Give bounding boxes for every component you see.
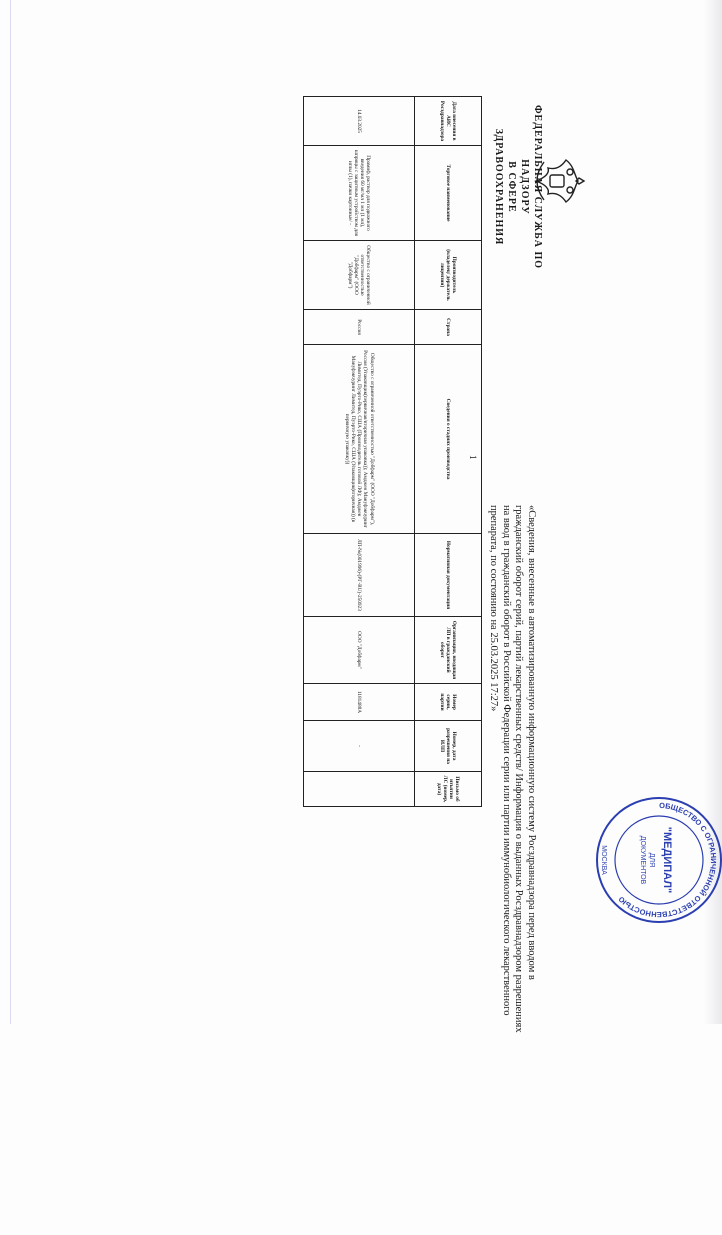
cell-normative-doc: ЛП-№(001996)-(РГ-RU)-250923 — [304, 534, 415, 617]
cell-permit: - — [304, 721, 415, 772]
cell-organization: ООО "Добфарм" — [304, 617, 415, 684]
table-header-row — [415, 97, 482, 807]
title-line-1: «Сведения, внесенные в автоматизированную информационную систему Росздравнадзора перед вводом в — [526, 505, 537, 980]
stamp-center-name: "МЕДИПАЛ" — [661, 826, 673, 894]
cell-withdrawal — [304, 772, 415, 807]
col-header-organization: Организация, вводящая ЛП в гражданский оборот — [415, 617, 482, 684]
col-header-trade-name: Торговое наименование — [415, 146, 482, 241]
col-header-permit: Номер, дата разрешения на ИЛП — [415, 721, 482, 772]
table-row — [304, 97, 415, 807]
cell-stages: Общество с ограниченной ответственностью "Добфарм" (ООО "Добфарм"), Россия (Упаковщик(первичная/вторичная упаковка)); Амджен Мануфэкчуринг Лимитед, Пуэрто-Рико, США (Производитель готовой ЛФ); Амджен Мануфэкчуринг Лимитед, Пуэрто-Рико, США (Упаковщик(вторичная)) (в первичную упаковку)) — [304, 345, 415, 534]
title-line-3: на ввод в гражданский оборот в Российской Федерации серии или партии иммунобиологического лекарственного — [501, 505, 512, 1016]
stamp-center-sub-1: ДЛЯ — [648, 852, 655, 868]
cell-batch: 1181488A — [304, 684, 415, 721]
title-line-2: гражданский оборот серий, партий лекарственных средств/ Информация о выданных Росздравнадзором разрешениях — [513, 505, 525, 1033]
col-header-date: Дата внесения в АИС Росздравнадзора — [415, 97, 482, 146]
cell-trade-name: Прамиф, раствор для подкожного введения 60 мг/мл 1 мл (1 мл), шприцы с защитным устройством для иглы (1), пачки картонные/ - — [304, 146, 415, 241]
stamp-ring-text: ОБЩЕСТВО С ОГРАНИЧЕННОЙ ОТВЕТСТВЕННОСТЬЮ — [616, 800, 719, 920]
col-header-country: Страна — [415, 310, 482, 345]
agency-line-1: ФЕДЕРАЛЬНАЯ СЛУЖБА ПО НАДЗОРУ — [519, 104, 543, 270]
col-header-stages: Сведения о стадиях производства — [415, 345, 482, 534]
agency-line-2: В СФЕРЕ ЗДРАВООХРАНЕНИЯ — [493, 128, 517, 246]
col-header-manufacturer: Производитель (владелец/ держатель лицензии) — [415, 241, 482, 310]
cell-country: Россия — [304, 310, 415, 345]
page-mark: 1 — [468, 455, 478, 460]
company-stamp — [594, 795, 722, 925]
cell-manufacturer: Общество с ограниченной ответственностью "Добфарм" (ООО "Добфарм") — [304, 241, 415, 310]
col-header-batch: Номер серии, партии — [415, 684, 482, 721]
stamp-city: МОСКВА — [600, 845, 607, 875]
title-line-4: препарата, по состоянию на 25.03.2025 17:27» — [488, 505, 500, 712]
agency-name — [492, 102, 544, 272]
registry-table — [303, 96, 482, 807]
col-header-normative-doc: Нормативная документация — [415, 534, 482, 617]
col-header-withdrawal: Письмо об изъятии ЛС (номер, дата) — [415, 772, 482, 807]
document-title — [487, 505, 537, 1235]
stamp-center-sub-2: ДОКУМЕНТОВ — [639, 835, 646, 885]
cell-date: 14.03.2025 — [304, 97, 415, 146]
